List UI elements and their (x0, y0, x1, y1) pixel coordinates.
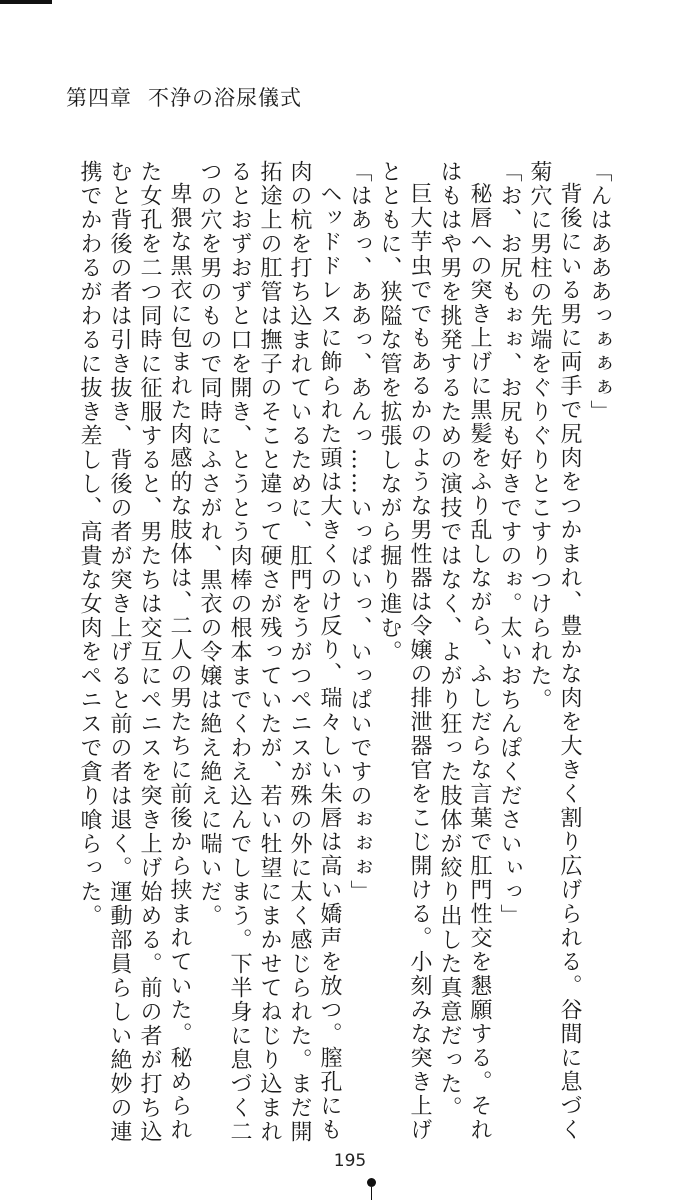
paragraph: 「お、お尻もぉぉ、お尻も好きですのぉ。太いおちんぽくださいぃっ」 (497, 160, 522, 928)
paragraph: 秘唇への突き上げに黒髪をふり乱しながら、ふしだらな言葉で肛門性交を懇願する。それはもはや男を挑発するための演技ではなく、よがり狂った肢体が絞り出した真意だった。 (437, 160, 492, 1142)
folio-dot-mark (367, 1178, 376, 1187)
paragraph: ヘッドドレスに飾られた頭は大きくのけ反り、瑞々しい朱唇は高い嬌声を放つ。膣孔にも肉の杭を打ち込まれているために、肛門をうがつペニスが殊の外に太く感じられた。まだ開拓途上の肛管は撫子のそこと違って硬さが残っていたが、若い牡望にまかせてねじり込まれるとおずおずと口を開き、とうとう肉棒の根本までくわえ込んでしまう。下半身に息づく二つの穴を男のもので同時にふさがれ、黒衣の令嬢は絶え絶えに喘いだ。 (197, 160, 342, 1144)
page-number: 195 (333, 1151, 367, 1171)
running-head (66, 82, 302, 112)
body-text (74, 160, 614, 1160)
paragraph: 背後にいる男に両手で尻肉をつかまれ、豊かな肉を大きく割り広げられる。谷間に息づく菊穴に男柱の先端をぐりぐりとこすりつけられた。 (527, 160, 582, 1142)
paragraph: 巨大芋虫ででもあるかのような男性器は令嬢の排泄器官をこじ開ける。小刻みな突き上げとともに、狭隘な管を拡張しながら掘り進む。 (377, 160, 432, 1142)
chapter-number: 第四章 (66, 86, 132, 110)
folio-line-mark (371, 1187, 372, 1200)
top-edge-mark (0, 0, 52, 4)
chapter-title: 不浄の浴尿儀式 (148, 86, 302, 110)
paragraph: 卑猥な黒衣に包まれた肉感的な肢体は、二人の男たちに前後から挟まれていた。秘められた女孔を二つ同時に征服すると、男たちは交互にペニスを突き上げ始める。前の者が打ち込むと背後の者は引き抜き、背後の者が突き上げると前の者は退く。運動部員らしい絶妙の連携でかわるがわるに抜き差しし、高貴な女肉をペニスで貪り喰らった。 (77, 160, 192, 1144)
paragraph: 「はあっ、ああっ、あんっ……いっぱいっ、いっぱいですのぉぉぉ」 (347, 160, 372, 904)
paragraph: 「んはあああっぁぁぁ」 (587, 160, 612, 424)
